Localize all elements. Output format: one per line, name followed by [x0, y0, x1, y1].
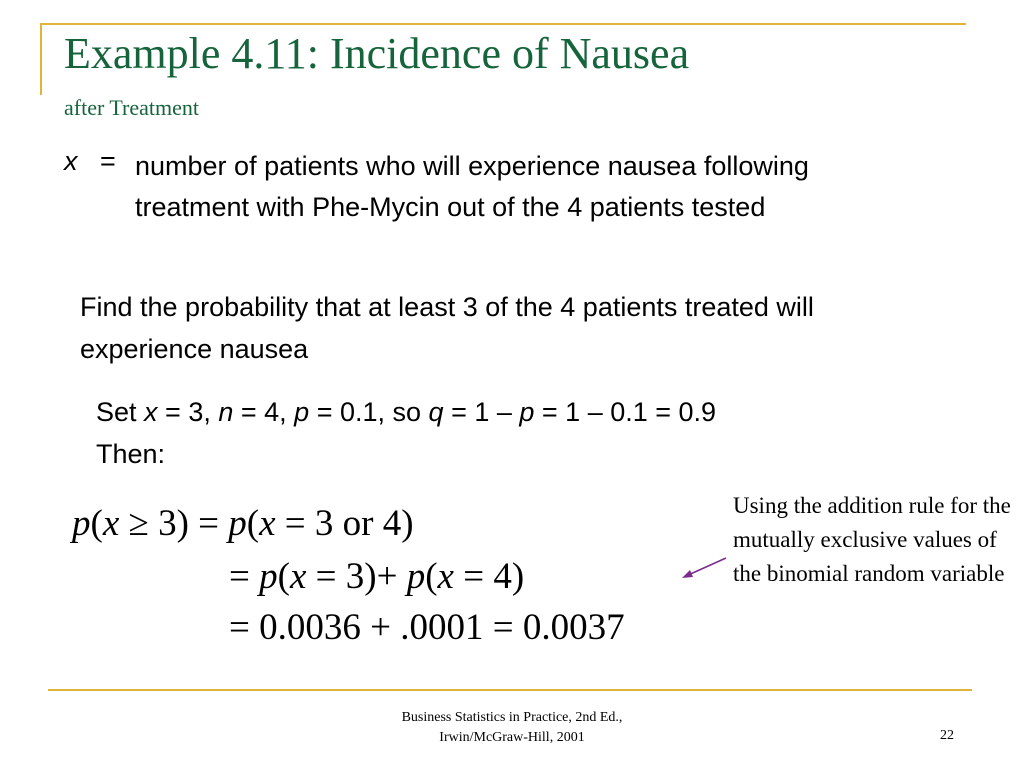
- eq1-rhs-open: (: [246, 503, 260, 544]
- eq2-a-p: p: [259, 556, 278, 597]
- slide-subtitle: after Treatment: [64, 95, 200, 120]
- eq2-b-body: = 4: [453, 556, 512, 597]
- setup-q-mid: = 1 –: [443, 397, 520, 427]
- setup-n-val: = 4,: [233, 397, 295, 427]
- annotation-note: Using the addition rule for the mutually exclusive values of the binomial random variable: [733, 493, 1011, 586]
- setup-n-var: n: [218, 397, 234, 427]
- setup-p-var: p: [294, 397, 310, 427]
- definition-text: number of patients who will experience nausea following treatment with Phe-Mycin out of the 4 patients tested: [135, 151, 809, 222]
- footer-line-1: Business Statistics in Practice, 2nd Ed.,: [401, 710, 623, 725]
- eq1-lhs-x: x: [102, 503, 120, 544]
- eq1-lhs-open: (: [90, 503, 103, 544]
- footer-citation: [362, 708, 662, 748]
- eq1-lhs-close: ): [176, 503, 189, 544]
- setup-q-var: q: [428, 397, 444, 427]
- footer-line-2: Irwin/McGraw-Hill, 2001: [439, 730, 585, 745]
- eq1-rhs-x: x: [259, 503, 276, 544]
- footer-rule: [48, 689, 972, 691]
- eq2-a-close: ): [364, 556, 377, 597]
- definition-variable: x: [64, 146, 78, 176]
- eq2-plus: +: [376, 556, 407, 597]
- setup-line: [96, 392, 716, 432]
- setup-q-end: = 1 – 0.1 = 0.9: [534, 397, 717, 427]
- eq1-rhs-body: = 3 or 4: [275, 503, 402, 544]
- setup-p-var-2: p: [519, 397, 535, 427]
- eq1-rhs-close: ): [401, 503, 414, 544]
- eq2-b-x: x: [437, 556, 454, 597]
- setup-p-val: = 0.1, so: [309, 397, 429, 427]
- arrow-icon: [680, 556, 728, 582]
- setup-set-word: Set: [96, 397, 137, 427]
- equation-line-3: = 0.0036 + .0001 = 0.0037: [229, 607, 625, 648]
- equation-line-2: [229, 558, 524, 595]
- eq2-b-close: ): [511, 556, 525, 597]
- top-rule: [40, 23, 966, 25]
- definition-equals: =: [100, 146, 116, 176]
- eq2-b-open: (: [425, 556, 438, 597]
- eq1-lhs-body: ≥ 3: [119, 503, 177, 544]
- then-label: Then:: [96, 439, 166, 469]
- setup-x-var: x: [144, 397, 158, 427]
- page-number: 22: [940, 728, 954, 743]
- equation-line-1: [72, 505, 414, 542]
- setup-x-val: = 3,: [157, 397, 219, 427]
- eq2-a-x: x: [289, 556, 307, 597]
- eq1-lhs-p: p: [72, 503, 91, 544]
- task-statement: Find the probability that at least 3 of the 4 patients treated will experience nausea: [80, 292, 814, 364]
- eq1-equals: =: [188, 503, 229, 544]
- eq1-rhs-p: p: [228, 503, 247, 544]
- eq2-a-body: = 3: [306, 556, 365, 597]
- eq2-b-p: p: [406, 556, 426, 597]
- left-rule: [40, 23, 42, 95]
- eq2-a-open: (: [277, 556, 290, 597]
- slide-title: Example 4.11: Incidence of Nausea: [64, 29, 690, 78]
- eq2-equals: =: [229, 556, 260, 597]
